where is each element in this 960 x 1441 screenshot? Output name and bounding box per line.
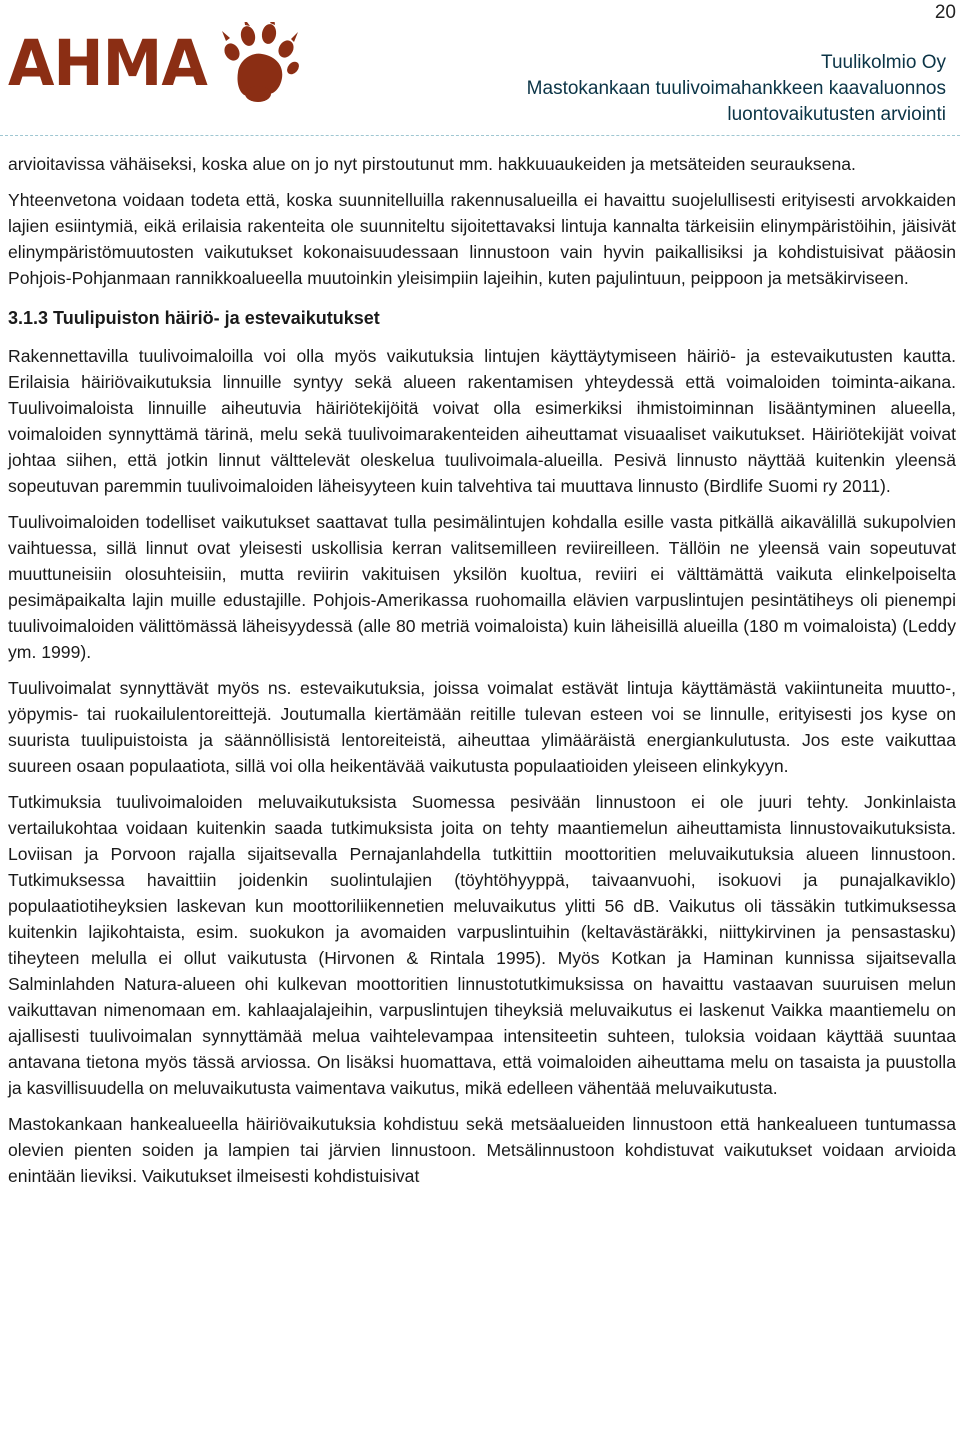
section-heading: 3.1.3 Tuulipuiston häiriö- ja estevaikutukset xyxy=(8,308,380,328)
header-divider xyxy=(0,135,960,137)
logo-wordmark: AHMA xyxy=(8,27,207,101)
document-header xyxy=(527,50,946,128)
paragraph-summary: Yhteenvetona voidaan todeta että, koska suunnitelluilla rakennusalueilla ei havaittu suojelullisesti erityisesti arvokkaiden lajien esiintymiä, eikä erilaisia rakenteita ole suunniteltu sijoitettavaksi lintuja kannalta tärkeisiin elinympäristöihin, jäisivät elinympäristömuutosten vaikutukset kokonaisuudessaan linnustoon vain hyvin paikallisiksi ja kohdistuisivat pääosin Pohjois-Pohjanmaan rannikkoalueella muutoinkin yleisimpiin lajeihin, kuten pajulintuun, peippoon ja metsäkirviseen. xyxy=(8,190,956,288)
header-company: Tuulikolmio Oy xyxy=(821,52,946,73)
header-project: Mastokankaan tuulivoimahankkeen kaavaluonnos xyxy=(526,78,946,99)
paragraph-long-term-effects: Tuulivoimaloiden todelliset vaikutukset saattavat tulla pesimälintujen kohdalla esille vasta pitkällä aikavälillä sukupolvien vaihtuessa, sillä linnut ovat yleisesti uskollisia kerran valitsemilleen reviireilleen. Tällöin ne yleensä vain sopeutuvat muuttuneisiin olosuhteisiin, mutta reviirin vakituisen yksilön kuoltua, reviiri ei välttämättä vaikuta elinkelpoiselta pesimäpaikalta lajin muille edustajille. Pohjois-Amerikassa ruohomailla elävien varpuslintujen pesintätiheys oli pienempi tuulivoimaloiden välittömässä läheisyydessä (alle 80 metriä voimaloista) kuin läheisillä alueilla (180 m voimaloista) (Leddy ym. 1999). xyxy=(8,512,956,662)
page-body xyxy=(8,151,956,1199)
paw-print-icon xyxy=(218,22,300,104)
paragraph-barrier-effects: Tuulivoimalat synnyttävät myös ns. estevaikutuksia, joissa voimalat estävät lintuja käyttämästä vakiintuneita muutto-, yöpymis- tai ruokailulentoreittejä. Joutumalla kiertämään reitille tulevan esteen voi se linnulle, erityisesti jos kyse on suurista tuulipuistoista ja säännöllisistä lentoreiteistä, aiheuttaa ylimääräistä energiankulutusta. Jos este vaikuttaa suureen osaan populaatiota, sillä voi olla heikentävää vaikutusta populaatioiden yleiseen elinkykyyn. xyxy=(8,678,956,776)
ahma-logo xyxy=(8,22,298,104)
paragraph-noise-studies: Tutkimuksia tuulivoimaloiden meluvaikutuksista Suomessa pesivään linnustoon ei ole juuri tehty. Jonkinlaista vertailukohtaa voidaan kuitenkin saada tutkimuksista joita on tehty maantiemelun aiheuttamista linnustovaikutuksista. Loviisan ja Porvoon rajalla sijaitsevalla Pernajanlahdella tutkittiin moottoritien meluvaikutuksia alueen linnustoon. Tutkimuksessa havaittiin joidenkin suolintulajien (töyhtöhyyppä, taivaanvuohi, isokuovi ja punajalkaviklo) populaatiotiheyksien laskevan kun moottoriliikennetien meluvaikutus ylitti 56 dB. Vaikutus oli tässäkin tutkimuksessa kuitenkin lajikohtaista, esim. suokukon ja avomaiden varpuslintuihin (keltavästäräkki, niittykirvinen ja pensastasku) tiheyteen melulla ei ollut vaikutusta (Hirvonen & Rintala 1995). Myös Kotkan ja Haminan kunnissa sijaitsevalla Salminlahden Natura-alueen ohi kulkevan moottoritien linnustotutkimuksissa on havaittu vastaavan suuruisen melun vaikuttavan nimenomaan em. kahlaajalajeihin, varpuslintujen tiheyksiä meluvaikutus ei laskenut Vaikka maantiemelu on ajallisesti tuulivoimalan synnyttämää melua vaihtelevampaa intensiteetin suhteen, tuloksia voidaan käyttää suuntaa antavana tietona myös tässä arviossa. On lisäksi huomattava, että voimaloiden aiheuttama melu on tasaista ja puustolla ja kasvillisuudella on meluvaikutusta vaimentava vaikutus, mikä edelleen vähentää meluvaikutusta. xyxy=(8,792,956,1098)
page-number: 20 xyxy=(934,2,956,23)
paragraph-intro: arvioitavissa vähäiseksi, koska alue on jo nyt pirstoutunut mm. hakkuuaukeiden ja metsäteiden seurauksena. xyxy=(8,154,856,174)
paragraph-mastokangas: Mastokankaan hankealueella häiriövaikutuksia kohdistuu sekä metsäalueiden linnustoon että hankealueen tuntumassa olevien pienten soiden ja lampien tai järvien linnustoon. Metsälinnustoon kohdistuvat vaikutukset voidaan arvioida enintään lieviksi. Vaikutukset ilmeisesti kohdistuisivat xyxy=(8,1114,956,1186)
paragraph-disturbance: Rakennettavilla tuulivoimaloilla voi olla myös vaikutuksia lintujen käyttäytymiseen häiriö- ja estevaikutusten kautta. Erilaisia häiriövaikutuksia linnuille syntyy sekä alueen rakentamisen yhteydessä että voimaloiden toiminta-aikana. Tuulivoimaloista linnuille aiheutuvia häiriötekijöitä voivat olla esimerkiksi ihmistoiminnan lisääntyminen alueella, voimaloiden synnyttämä tärinä, melu sekä tuulivoimarakenteiden aiheuttamat visuaaliset vaikutukset. Häiriötekijät voivat johtaa siihen, että jotkin linnut välttelevät oleskelua tuulivoimala-alueilla. Pesivä linnusto näyttää kuitenkin yleensä sopeutuvan paremmin tuulivoimaloiden läheisyyteen kuin talvehtiva tai muuttava linnusto (Birdlife Suomi ry 2011). xyxy=(8,346,956,496)
header-document: luontovaikutusten arviointi xyxy=(727,104,946,125)
